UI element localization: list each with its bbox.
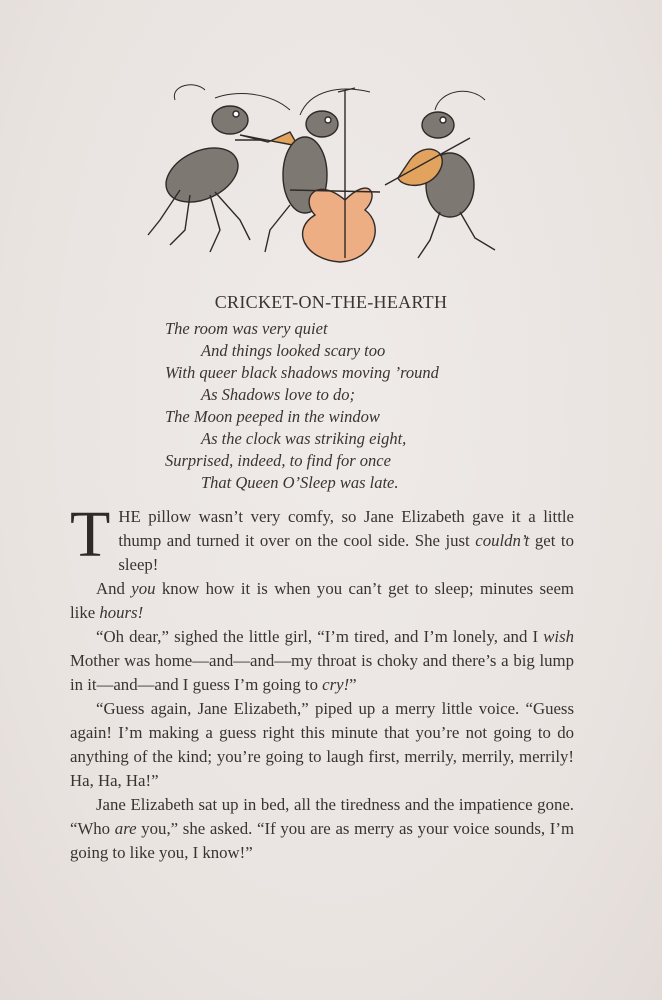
- emphasis-text: you: [131, 579, 156, 598]
- drop-cap: T: [70, 498, 111, 571]
- cricket-cellist: [265, 88, 380, 262]
- poem-line: The room was very quiet: [165, 319, 328, 338]
- paragraph-text: know how it is when you can’t get to sleep; minutes seem like: [70, 579, 574, 622]
- paragraph-text: “Oh dear,” sighed the little girl, “I’m tired, and I’m lonely, and I: [96, 627, 544, 646]
- paragraph-text: get to sleep!: [118, 531, 574, 574]
- story-paragraph: [70, 625, 574, 697]
- poem-line: Surprised, indeed, to find for once: [165, 451, 391, 470]
- emphasis-text: wish: [543, 627, 574, 646]
- emphasis-text: are: [114, 819, 137, 838]
- poem-line: And things looked scary too: [201, 341, 386, 360]
- paragraph-text: “Guess again, Jane Elizabeth,” piped up a merry little voice. “Guess again! I’m making a guess right this minute that you’re not going to do anything of the kind; you’re going to laugh first, merrily, merrily, merrily! Ha, Ha, Ha!”: [70, 699, 574, 790]
- poem-line: As the clock was striking eight,: [201, 429, 407, 448]
- story-paragraph: [70, 577, 574, 625]
- poem-line: With queer black shadows moving ’round: [165, 363, 439, 382]
- story-paragraph: [70, 697, 574, 793]
- poem-line: As Shadows love to do;: [201, 385, 355, 404]
- poem: [165, 318, 505, 494]
- paragraph-text: you,” she asked. “If you are as merry as your voice sounds, I’m going to like you, I know!”: [70, 819, 574, 862]
- cricket-band-illustration: [140, 80, 510, 270]
- emphasis-text: couldn’t: [475, 531, 530, 550]
- poem-line: The Moon peeped in the window: [165, 407, 380, 426]
- paragraph-text: Jane Elizabeth sat up in bed, all the tiredness and the impatience gone. “Who: [70, 795, 574, 838]
- cricket-horn-player: [148, 85, 298, 252]
- paragraph-text: ”: [349, 675, 357, 694]
- story-paragraph: [70, 793, 574, 865]
- poem-line: That Queen O’Sleep was late.: [201, 473, 399, 492]
- paragraph-text: Mother was home—and—and—my throat is choky and there’s a big lump in it—and—and I guess I’m going to: [70, 651, 574, 694]
- chapter-title: CRICKET-ON-THE-HEARTH: [214, 292, 448, 312]
- cricket-violinist: [385, 91, 495, 258]
- emphasis-text: cry!: [322, 675, 350, 694]
- story-paragraph: [70, 498, 574, 577]
- story-text: [70, 498, 574, 865]
- paragraph-text: HE pillow wasn’t very comfy, so Jane Elizabeth gave it a little thump and turned it over on the cool side. She just: [118, 507, 574, 550]
- emphasis-text: hours!: [99, 603, 144, 622]
- paragraph-text: And: [96, 579, 132, 598]
